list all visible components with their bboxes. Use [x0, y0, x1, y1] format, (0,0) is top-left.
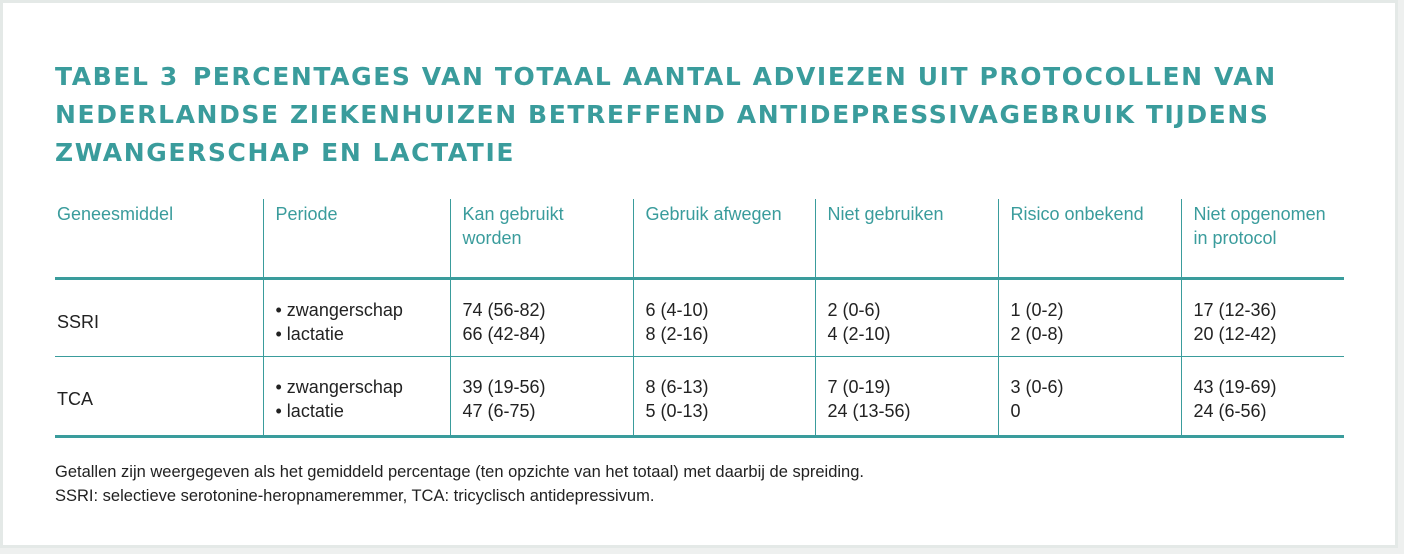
value-line: 6 (4-10)	[645, 300, 709, 320]
value-line: 1 (0-2)	[1010, 300, 1064, 320]
header-row	[55, 199, 1344, 279]
risico-onbekend-cell	[998, 357, 1181, 437]
footnote-line: Getallen zijn weergegeven als het gemiddeld percentage (ten opzichte van het totaal) met daarbij de spreiding.	[55, 463, 864, 481]
afwegen-cell	[633, 357, 815, 437]
niet-opgenomen-cell	[1181, 279, 1344, 357]
table-row	[55, 357, 1344, 437]
header-kan-gebruikt: Kan gebruikt worden	[450, 199, 633, 279]
header-niet-gebruiken: Niet gebruiken	[815, 199, 998, 279]
header-periode: Periode	[263, 199, 450, 279]
period-line: • lactatie	[275, 401, 344, 421]
value-line: 8 (6-13)	[645, 377, 709, 397]
value-line: 2 (0-6)	[827, 300, 881, 320]
value-line: 5 (0-13)	[645, 401, 709, 421]
kan-gebruikt-cell	[450, 279, 633, 357]
table-caption: PERCENTAGES VAN TOTAAL AANTAL ADVIEZEN UIT PROTOCOLLEN VAN NEDERLANDSE ZIEKENHUIZEN BETREFFEND ANTIDEPRESSIVAGEBRUIK TIJDENS ZWANGERSCHAP EN LACTATIE	[55, 62, 1277, 167]
data-table	[55, 199, 1344, 438]
table-footnote	[55, 460, 864, 508]
kan-gebruikt-cell	[450, 357, 633, 437]
niet-gebruiken-cell	[815, 279, 998, 357]
header-niet-opgenomen: Niet opgenomen in protocol	[1181, 199, 1344, 279]
value-line: 43 (19-69)	[1193, 377, 1277, 397]
value-line: 24 (13-56)	[827, 401, 911, 421]
value-line: 4 (2-10)	[827, 324, 891, 344]
value-line: 20 (12-42)	[1193, 324, 1277, 344]
period-cell	[263, 357, 450, 437]
drug-cell: TCA	[55, 357, 263, 437]
value-line: 7 (0-19)	[827, 377, 891, 397]
table-title	[55, 58, 1355, 172]
header-geneesmiddel: Geneesmiddel	[55, 199, 263, 279]
niet-gebruiken-cell	[815, 357, 998, 437]
period-line: • zwangerschap	[275, 300, 403, 320]
value-line: 39 (19-56)	[462, 377, 546, 397]
value-line: 74 (56-82)	[462, 300, 546, 320]
value-line: 3 (0-6)	[1010, 377, 1064, 397]
period-cell	[263, 279, 450, 357]
footnote-line: SSRI: selectieve serotonine-heropnameremmer, TCA: tricyclisch antidepressivum.	[55, 487, 655, 505]
period-line: • lactatie	[275, 324, 344, 344]
drug-cell: SSRI	[55, 279, 263, 357]
value-line: 2 (0-8)	[1010, 324, 1064, 344]
period-line: • zwangerschap	[275, 377, 403, 397]
value-line: 47 (6-75)	[462, 401, 536, 421]
value-line: 8 (2-16)	[645, 324, 709, 344]
niet-opgenomen-cell	[1181, 357, 1344, 437]
header-risico-onbekend: Risico onbekend	[998, 199, 1181, 279]
table-row	[55, 279, 1344, 357]
value-line: 24 (6-56)	[1193, 401, 1267, 421]
header-gebruik-afwegen: Gebruik afwegen	[633, 199, 815, 279]
value-line: 0	[1010, 401, 1021, 421]
table-number: TABEL 3	[55, 62, 179, 91]
value-line: 17 (12-36)	[1193, 300, 1277, 320]
afwegen-cell	[633, 279, 815, 357]
value-line: 66 (42-84)	[462, 324, 546, 344]
risico-onbekend-cell	[998, 279, 1181, 357]
